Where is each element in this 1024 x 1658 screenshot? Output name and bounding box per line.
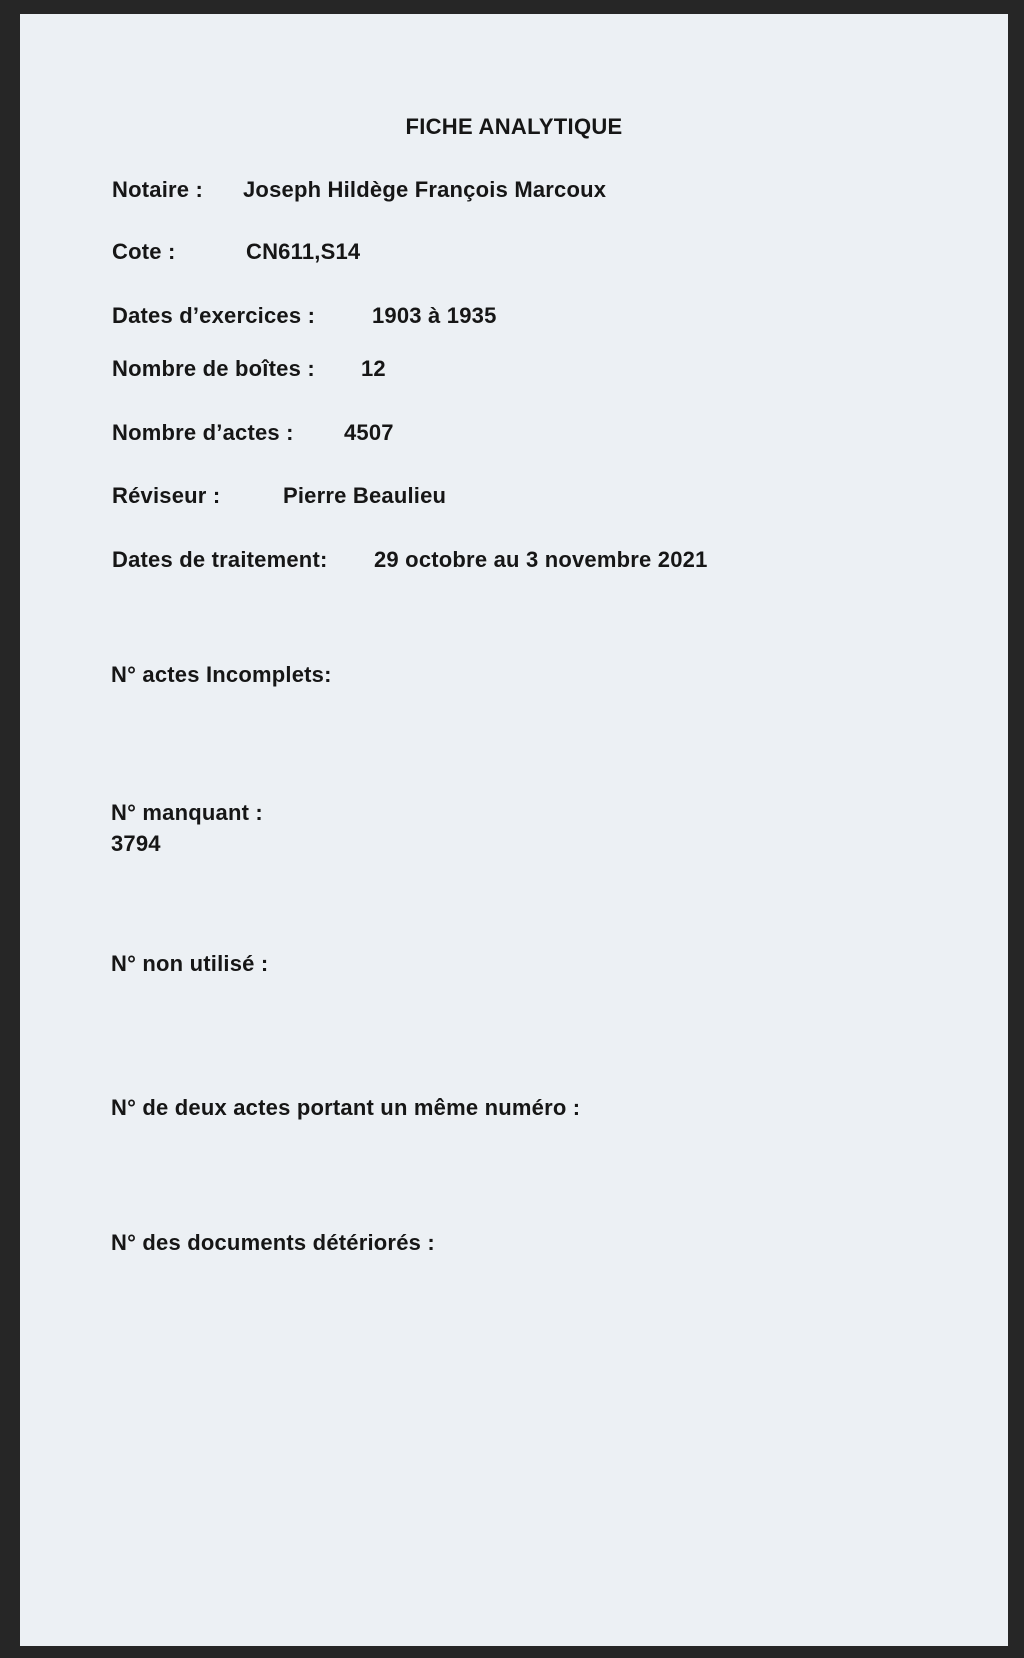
cote-label: Cote : xyxy=(112,239,176,264)
notaire-label: Notaire : xyxy=(112,177,204,202)
non-utilise-label: N° non utilisé : xyxy=(111,951,269,976)
reviseur-value: Pierre Beaulieu xyxy=(283,483,447,508)
nombre-actes-label: Nombre d’actes : xyxy=(112,420,294,445)
actes-incomplets-label: N° actes Incomplets: xyxy=(111,662,332,687)
manquant-label: N° manquant : xyxy=(111,800,263,825)
nombre-boites-value: 12 xyxy=(361,356,386,381)
nombre-boites-label: Nombre de boîtes : xyxy=(112,356,315,381)
manquant-value: 3794 xyxy=(111,831,161,856)
document-title: FICHE ANALYTIQUE xyxy=(405,114,623,139)
dates-exercices-label: Dates d’exercices : xyxy=(112,303,316,328)
nombre-actes-value: 4507 xyxy=(344,420,394,445)
deteriores-label: N° des documents détériorés : xyxy=(111,1230,435,1255)
meme-numero-label: N° de deux actes portant un même numéro : xyxy=(111,1095,581,1120)
dates-traitement-value: 29 octobre au 3 novembre 2021 xyxy=(374,547,708,572)
document-page xyxy=(20,14,1008,1646)
dates-exercices-value: 1903 à 1935 xyxy=(372,303,497,328)
dates-traitement-label: Dates de traitement: xyxy=(112,547,328,572)
reviseur-label: Réviseur : xyxy=(112,483,221,508)
notaire-value: Joseph Hildège François Marcoux xyxy=(243,177,607,202)
cote-value: CN611,S14 xyxy=(246,239,361,264)
